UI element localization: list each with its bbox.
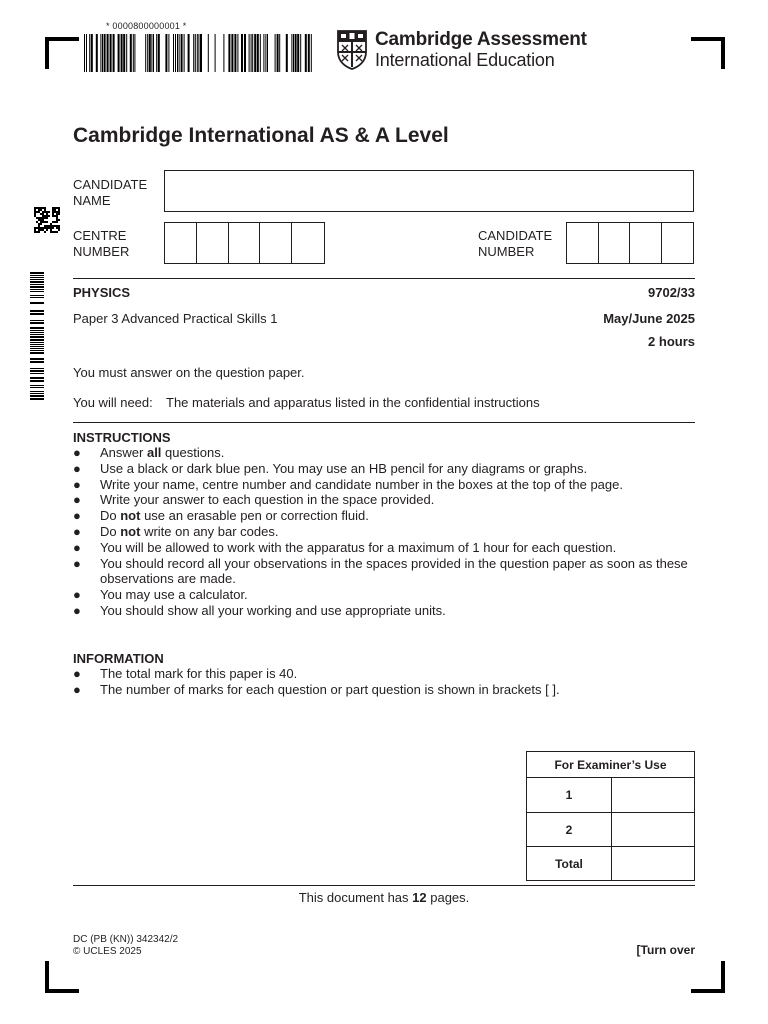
bullet: ●	[73, 492, 81, 508]
candidate-number-field[interactable]	[566, 222, 694, 264]
examiner-row-label: 1	[527, 778, 612, 813]
instruction-text-pre: You should show all your working and use appropriate units.	[100, 602, 446, 618]
footer-ref-block	[73, 934, 178, 958]
instruction-item	[73, 445, 695, 461]
instruction-item	[73, 461, 695, 477]
centre-number-digit[interactable]	[260, 223, 292, 263]
bullet: ●	[73, 476, 81, 492]
page-title: Cambridge International AS & A Level	[73, 124, 449, 147]
divider-2	[73, 422, 695, 423]
page-count-note	[73, 890, 695, 905]
candidate-name-label	[73, 177, 147, 209]
information-item	[73, 682, 695, 698]
information-text: The total mark for this paper is 40.	[100, 666, 298, 681]
divider-1	[73, 278, 695, 279]
candidate-number-label-line-2: NUMBER	[478, 244, 535, 259]
subject: PHYSICS	[73, 285, 131, 300]
information-list	[73, 666, 695, 698]
candidate-number-digit[interactable]	[630, 223, 662, 263]
bullet: ●	[73, 555, 81, 571]
instruction-item	[73, 587, 695, 603]
examiner-mark-cell[interactable]	[612, 813, 695, 847]
instruction-item	[73, 556, 695, 588]
document-reference: DC (PB (KN)) 342342/2	[73, 934, 179, 945]
centre-number-label-line-1: CENTRE	[73, 228, 127, 243]
instruction-text-pre: Write your name, centre number and candidate number in the boxes at the top of the page.	[100, 476, 623, 492]
instruction-item	[73, 524, 695, 540]
cambridge-logo	[337, 28, 587, 72]
information-heading: INFORMATION	[73, 651, 164, 666]
instruction-item	[73, 540, 695, 556]
instructions-list	[73, 445, 695, 619]
instruction-text-pre: Do	[100, 508, 121, 524]
instruction-text-post: questions.	[161, 445, 225, 460]
instruction-text-pre: You should record all your observations in the spaces provided in the question paper as soon as these	[100, 555, 688, 571]
centre-number-field[interactable]	[164, 222, 325, 264]
candidate-number-digit[interactable]	[599, 223, 631, 263]
bullet: ●	[73, 445, 81, 460]
bullet: ●	[73, 681, 81, 697]
corner-mark-top-left	[45, 37, 79, 69]
bullet: ●	[73, 460, 81, 476]
instruction-text-bold: not	[120, 508, 141, 524]
centre-number-digit[interactable]	[165, 223, 197, 263]
centre-number-digit[interactable]	[197, 223, 229, 263]
instruction-text-post: use an erasable pen or correction fluid.	[140, 508, 369, 524]
instruction-text-bold: all	[146, 445, 162, 460]
duration: 2 hours	[648, 334, 695, 349]
cambridge-crest-icon	[337, 30, 367, 70]
answer-on-paper: You must answer on the question paper.	[73, 365, 305, 380]
examiner-mark-cell[interactable]	[612, 847, 695, 881]
instructions-heading: INSTRUCTIONS	[73, 430, 171, 445]
centre-number-digit[interactable]	[292, 223, 324, 263]
examiner-mark-cell[interactable]	[612, 778, 695, 813]
instruction-text-cont: observations are made.	[100, 571, 236, 587]
divider-3	[73, 885, 695, 886]
centre-number-digit[interactable]	[229, 223, 261, 263]
instruction-text-pre: You will be allowed to work with the apparatus for a maximum of 1 hour for each question.	[100, 539, 617, 555]
candidate-name-label-line-2: NAME	[73, 193, 111, 208]
candidate-number-label	[478, 228, 552, 260]
barcode-number: * 0000800000001 *	[106, 21, 187, 31]
instruction-text-bold: not	[120, 523, 141, 539]
you-will-need-value: The materials and apparatus listed in the confidential instructions	[166, 395, 540, 410]
candidate-number-digit[interactable]	[662, 223, 693, 263]
you-will-need-label: You will need:	[73, 395, 153, 410]
paper-title: Paper 3 Advanced Practical Skills 1	[73, 311, 278, 326]
examiner-row-label: 2	[527, 813, 612, 847]
instruction-text-pre: Answer	[100, 445, 147, 460]
page-count-pre: This document has	[298, 890, 413, 905]
instruction-text-pre: You may use a calculator.	[100, 587, 248, 603]
bullet: ●	[73, 666, 81, 681]
barcode-top	[84, 34, 316, 72]
instruction-text-pre: Do	[100, 523, 121, 539]
paper-code: 9702/33	[648, 285, 695, 300]
bullet: ●	[73, 602, 81, 618]
candidate-name-label-line-1: CANDIDATE	[73, 177, 148, 192]
instruction-text-post: write on any bar codes.	[140, 523, 279, 539]
information-item	[73, 666, 695, 682]
bullet: ●	[73, 587, 81, 603]
bullet: ●	[73, 508, 81, 524]
page-count: 12	[412, 890, 427, 905]
instruction-text-pre: Use a black or dark blue pen. You may use an HB pencil for any diagrams or graphs.	[100, 460, 588, 476]
centre-number-label	[73, 228, 129, 260]
candidate-name-field[interactable]	[164, 170, 694, 212]
session: May/June 2025	[603, 311, 695, 326]
candidate-number-label-line-1: CANDIDATE	[478, 228, 553, 243]
centre-number-label-line-2: NUMBER	[73, 244, 130, 259]
instruction-item	[73, 492, 695, 508]
qr-code	[34, 207, 60, 233]
information-text: The number of marks for each question or part question is shown in brackets [ ].	[100, 681, 560, 697]
examiner-row-label: Total	[527, 847, 612, 881]
turn-over: [Turn over	[636, 943, 695, 957]
logo-line-1: Cambridge Assessment	[375, 29, 587, 50]
side-barcode	[30, 272, 44, 410]
corner-mark-bottom-right	[691, 961, 725, 993]
instruction-text-pre: Write your answer to each question in the space provided.	[100, 492, 435, 508]
bullet: ●	[73, 539, 81, 555]
corner-mark-top-right	[691, 37, 725, 69]
examiner-use-table	[526, 751, 695, 881]
candidate-number-digit[interactable]	[567, 223, 599, 263]
instruction-item	[73, 603, 695, 619]
corner-mark-bottom-left	[45, 961, 79, 993]
instruction-item	[73, 477, 695, 493]
examiner-table-header: For Examiner’s Use	[527, 752, 695, 778]
instruction-item	[73, 508, 695, 524]
logo-line-2: International Education	[375, 50, 555, 70]
copyright: © UCLES 2025	[73, 946, 142, 957]
bullet: ●	[73, 523, 81, 539]
page-count-post: pages.	[426, 890, 470, 905]
